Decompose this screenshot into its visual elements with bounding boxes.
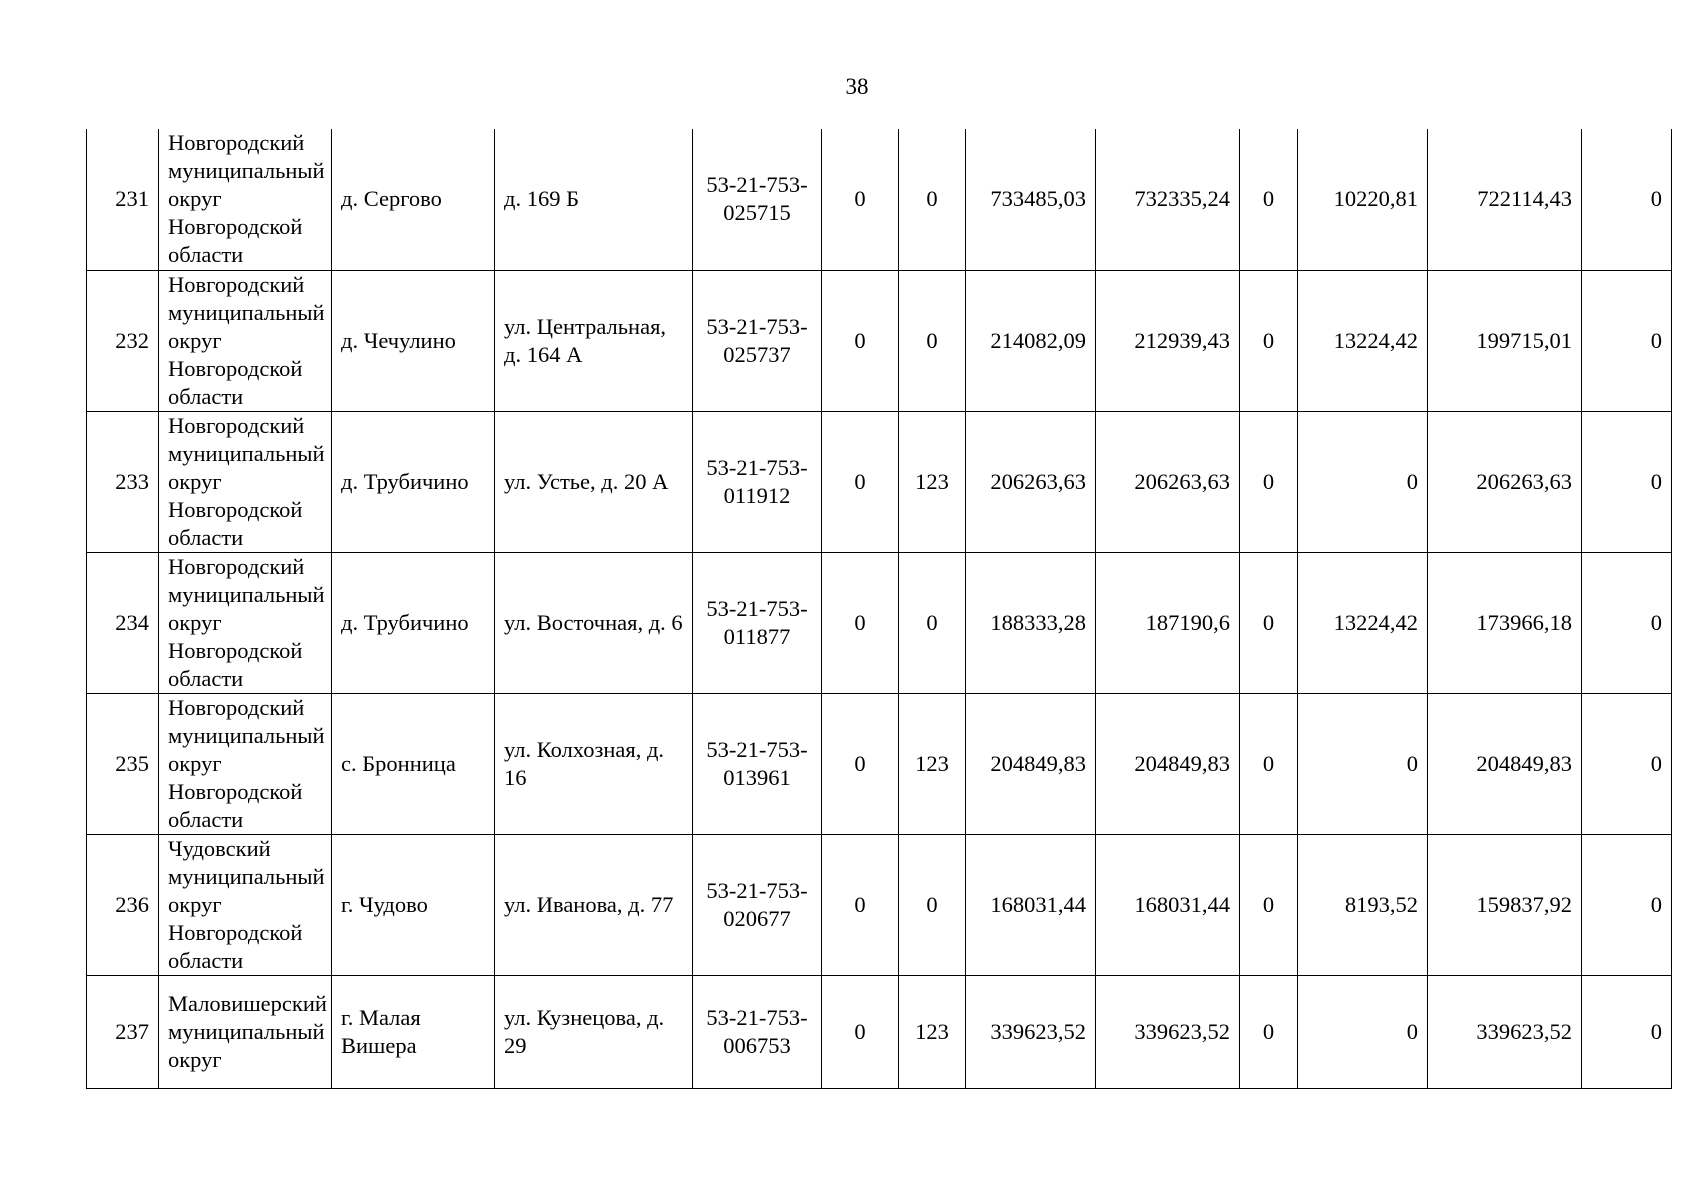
page-number: 38 [845,74,869,99]
table-row [87,693,1672,834]
value-cell-10: 0 [1240,552,1298,693]
code-cell: 53-21-753-013961 [693,693,822,834]
table-row [87,129,1672,270]
row-number-cell: 237 [87,975,159,1088]
value-cell-10: 0 [1240,975,1298,1088]
value-cell-10: 0 [1240,693,1298,834]
value-cell-6: 0 [822,129,899,270]
value-cell-9: 187190,6 [1096,552,1240,693]
value-cell-11: 0 [1298,411,1428,552]
value-cell-7: 123 [899,975,966,1088]
value-cell-6: 0 [822,834,899,975]
value-cell-9: 206263,63 [1096,411,1240,552]
value-cell-8: 339623,52 [966,975,1096,1088]
value-cell-13: 0 [1582,270,1672,411]
code-cell: 53-21-753-020677 [693,834,822,975]
municipality-cell: Новгородский муниципальный округ Новгородской области [159,552,332,693]
value-cell-7: 0 [899,552,966,693]
code-cell: 53-21-753-025715 [693,129,822,270]
address-cell: ул. Иванова, д. 77 [495,834,693,975]
value-cell-8: 206263,63 [966,411,1096,552]
code-cell: 53-21-753-011912 [693,411,822,552]
locality-cell: д. Трубичино [332,411,495,552]
value-cell-8: 188333,28 [966,552,1096,693]
value-cell-13: 0 [1582,552,1672,693]
value-cell-6: 0 [822,975,899,1088]
value-cell-12: 722114,43 [1428,129,1582,270]
locality-cell: д. Трубичино [332,552,495,693]
code-cell: 53-21-753-025737 [693,270,822,411]
row-number-cell: 234 [87,552,159,693]
value-cell-7: 123 [899,411,966,552]
value-cell-9: 168031,44 [1096,834,1240,975]
value-cell-8: 733485,03 [966,129,1096,270]
row-number-cell: 233 [87,411,159,552]
address-cell: д. 169 Б [495,129,693,270]
row-number-cell: 232 [87,270,159,411]
value-cell-8: 214082,09 [966,270,1096,411]
value-cell-7: 0 [899,834,966,975]
address-cell: ул. Восточная, д. 6 [495,552,693,693]
table-row [87,552,1672,693]
value-cell-12: 159837,92 [1428,834,1582,975]
locality-cell: с. Бронница [332,693,495,834]
code-cell: 53-21-753-006753 [693,975,822,1088]
value-cell-9: 212939,43 [1096,270,1240,411]
value-cell-9: 732335,24 [1096,129,1240,270]
value-cell-11: 0 [1298,975,1428,1088]
municipality-cell: Новгородский муниципальный округ Новгородской области [159,693,332,834]
value-cell-6: 0 [822,270,899,411]
municipality-cell: Чудовский муниципальный округ Новгородской области [159,834,332,975]
value-cell-11: 0 [1298,693,1428,834]
registry-table [86,129,1672,1089]
address-cell: ул. Колхозная, д. 16 [495,693,693,834]
value-cell-11: 8193,52 [1298,834,1428,975]
value-cell-13: 0 [1582,975,1672,1088]
value-cell-11: 13224,42 [1298,270,1428,411]
value-cell-6: 0 [822,411,899,552]
locality-cell: г. Чудово [332,834,495,975]
value-cell-8: 204849,83 [966,693,1096,834]
value-cell-13: 0 [1582,693,1672,834]
municipality-cell: Новгородский муниципальный округ Новгородской области [159,129,332,270]
value-cell-7: 0 [899,270,966,411]
value-cell-12: 173966,18 [1428,552,1582,693]
row-number-cell: 231 [87,129,159,270]
table-row [87,975,1672,1088]
value-cell-13: 0 [1582,129,1672,270]
value-cell-10: 0 [1240,129,1298,270]
value-cell-9: 204849,83 [1096,693,1240,834]
table-body [87,129,1672,1088]
locality-cell: д. Чечулино [332,270,495,411]
address-cell: ул. Устье, д. 20 А [495,411,693,552]
municipality-cell: Маловишерский муниципальный округ [159,975,332,1088]
table-row [87,270,1672,411]
table-row [87,411,1672,552]
value-cell-7: 0 [899,129,966,270]
value-cell-12: 204849,83 [1428,693,1582,834]
value-cell-12: 206263,63 [1428,411,1582,552]
value-cell-12: 339623,52 [1428,975,1582,1088]
value-cell-10: 0 [1240,411,1298,552]
value-cell-13: 0 [1582,834,1672,975]
table-row [87,834,1672,975]
value-cell-10: 0 [1240,270,1298,411]
value-cell-6: 0 [822,693,899,834]
row-number-cell: 236 [87,834,159,975]
code-cell: 53-21-753-011877 [693,552,822,693]
address-cell: ул. Кузнецова, д. 29 [495,975,693,1088]
municipality-cell: Новгородский муниципальный округ Новгородской области [159,270,332,411]
value-cell-11: 10220,81 [1298,129,1428,270]
value-cell-12: 199715,01 [1428,270,1582,411]
locality-cell: г. Малая Вишера [332,975,495,1088]
municipality-cell: Новгородский муниципальный округ Новгородской области [159,411,332,552]
locality-cell: д. Сергово [332,129,495,270]
row-number-cell: 235 [87,693,159,834]
value-cell-9: 339623,52 [1096,975,1240,1088]
value-cell-7: 123 [899,693,966,834]
value-cell-6: 0 [822,552,899,693]
value-cell-11: 13224,42 [1298,552,1428,693]
address-cell: ул. Центральная, д. 164 А [495,270,693,411]
value-cell-8: 168031,44 [966,834,1096,975]
value-cell-10: 0 [1240,834,1298,975]
value-cell-13: 0 [1582,411,1672,552]
